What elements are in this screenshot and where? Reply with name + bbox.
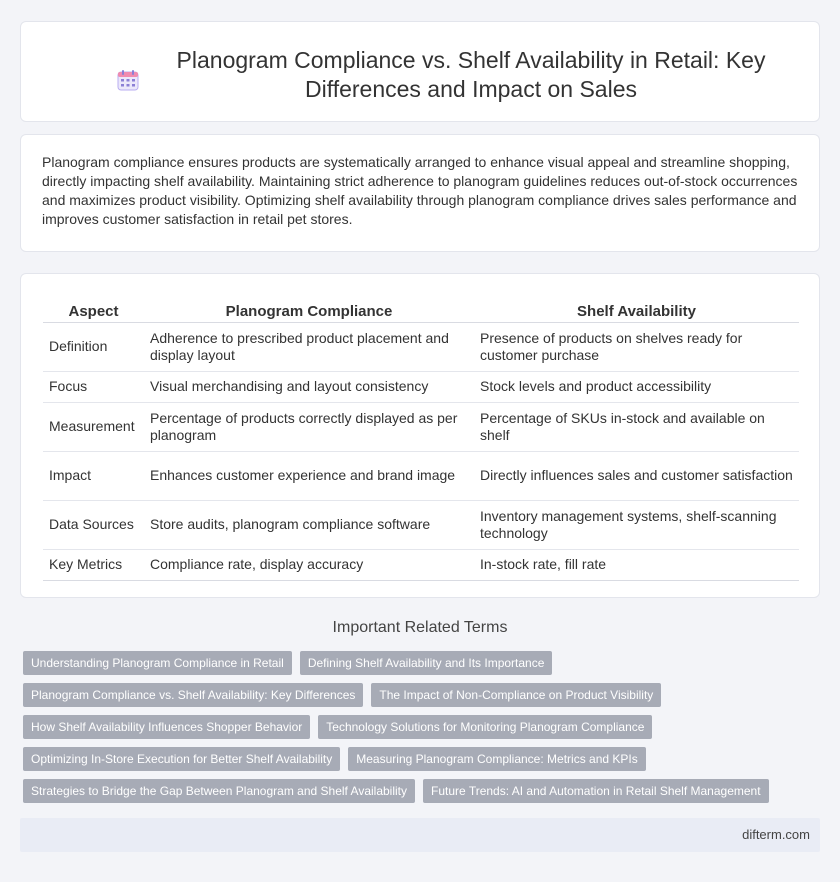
- cell-aspect: Measurement: [43, 402, 144, 451]
- site-link[interactable]: difterm.com: [742, 827, 810, 842]
- table-row: [43, 451, 799, 500]
- cell-shelf: Percentage of SKUs in-stock and available on shelf: [474, 402, 799, 451]
- related-term-tag[interactable]: Measuring Planogram Compliance: Metrics and KPIs: [348, 747, 645, 771]
- cell-aspect: Impact: [43, 451, 144, 500]
- cell-planogram: Visual merchandising and layout consistency: [144, 371, 474, 402]
- cell-planogram: Enhances customer experience and brand image: [144, 451, 474, 500]
- table-row: [43, 371, 799, 402]
- comparison-table: [43, 294, 799, 581]
- related-term-tag[interactable]: Understanding Planogram Compliance in Retail: [23, 651, 292, 675]
- related-term-tag[interactable]: Planogram Compliance vs. Shelf Availability: Key Differences: [23, 683, 363, 707]
- footer: [20, 818, 820, 852]
- table-header-row: [43, 294, 799, 322]
- title-card: [20, 21, 820, 122]
- header-shelf-availability: Shelf Availability: [474, 294, 799, 322]
- header-planogram-compliance: Planogram Compliance: [144, 294, 474, 322]
- related-term-tag[interactable]: Technology Solutions for Monitoring Planogram Compliance: [318, 715, 652, 739]
- tag-row: [23, 747, 803, 771]
- table-row: [43, 322, 799, 371]
- table-row: [43, 500, 799, 549]
- tag-row: [23, 715, 803, 739]
- related-term-tag[interactable]: Future Trends: AI and Automation in Retail Shelf Management: [423, 779, 769, 803]
- tag-row: [23, 651, 803, 675]
- related-term-tag[interactable]: Strategies to Bridge the Gap Between Planogram and Shelf Availability: [23, 779, 415, 803]
- related-term-tag[interactable]: Defining Shelf Availability and Its Importance: [300, 651, 553, 675]
- cell-shelf: Directly influences sales and customer satisfaction: [474, 451, 799, 500]
- related-terms-heading: Important Related Terms: [332, 619, 508, 636]
- comparison-card: [20, 273, 820, 598]
- cell-aspect: Focus: [43, 371, 144, 402]
- related-term-tag[interactable]: Optimizing In-Store Execution for Better Shelf Availability: [23, 747, 340, 771]
- header-aspect: Aspect: [43, 294, 144, 322]
- cell-aspect: Definition: [43, 322, 144, 371]
- cell-shelf: Presence of products on shelves ready for customer purchase: [474, 322, 799, 371]
- tag-row: [23, 683, 803, 707]
- cell-planogram: Adherence to prescribed product placement and display layout: [144, 322, 474, 371]
- intro-card: [20, 134, 820, 252]
- calendar-icon: [116, 68, 140, 92]
- tag-row: [23, 779, 803, 803]
- cell-shelf: Inventory management systems, shelf-scanning technology: [474, 500, 799, 549]
- related-term-tag[interactable]: The Impact of Non-Compliance on Product Visibility: [371, 683, 661, 707]
- cell-planogram: Store audits, planogram compliance software: [144, 500, 474, 549]
- table-row: [43, 402, 799, 451]
- intro-paragraph: Planogram compliance ensures products are systematically arranged to enhance visual appeal and streamline shopping, directly impacting shelf availability. Maintaining strict adherence to planogram guidelines reduces out-of-stock occurrences and maximizes product visibility. Optimizing shelf availability through planogram compliance drives sales performance and improves customer satisfaction in retail pet stores.: [42, 154, 798, 227]
- related-terms-list: [23, 651, 803, 811]
- related-term-tag[interactable]: How Shelf Availability Influences Shopper Behavior: [23, 715, 310, 739]
- table-row: [43, 549, 799, 580]
- cell-shelf: Stock levels and product accessibility: [474, 371, 799, 402]
- page-title: Planogram Compliance vs. Shelf Availability in Retail: Key Differences and Impact on Sales: [176, 47, 766, 102]
- cell-aspect: Key Metrics: [43, 549, 144, 580]
- cell-aspect: Data Sources: [43, 500, 144, 549]
- cell-planogram: Compliance rate, display accuracy: [144, 549, 474, 580]
- cell-planogram: Percentage of products correctly displayed as per planogram: [144, 402, 474, 451]
- cell-shelf: In-stock rate, fill rate: [474, 549, 799, 580]
